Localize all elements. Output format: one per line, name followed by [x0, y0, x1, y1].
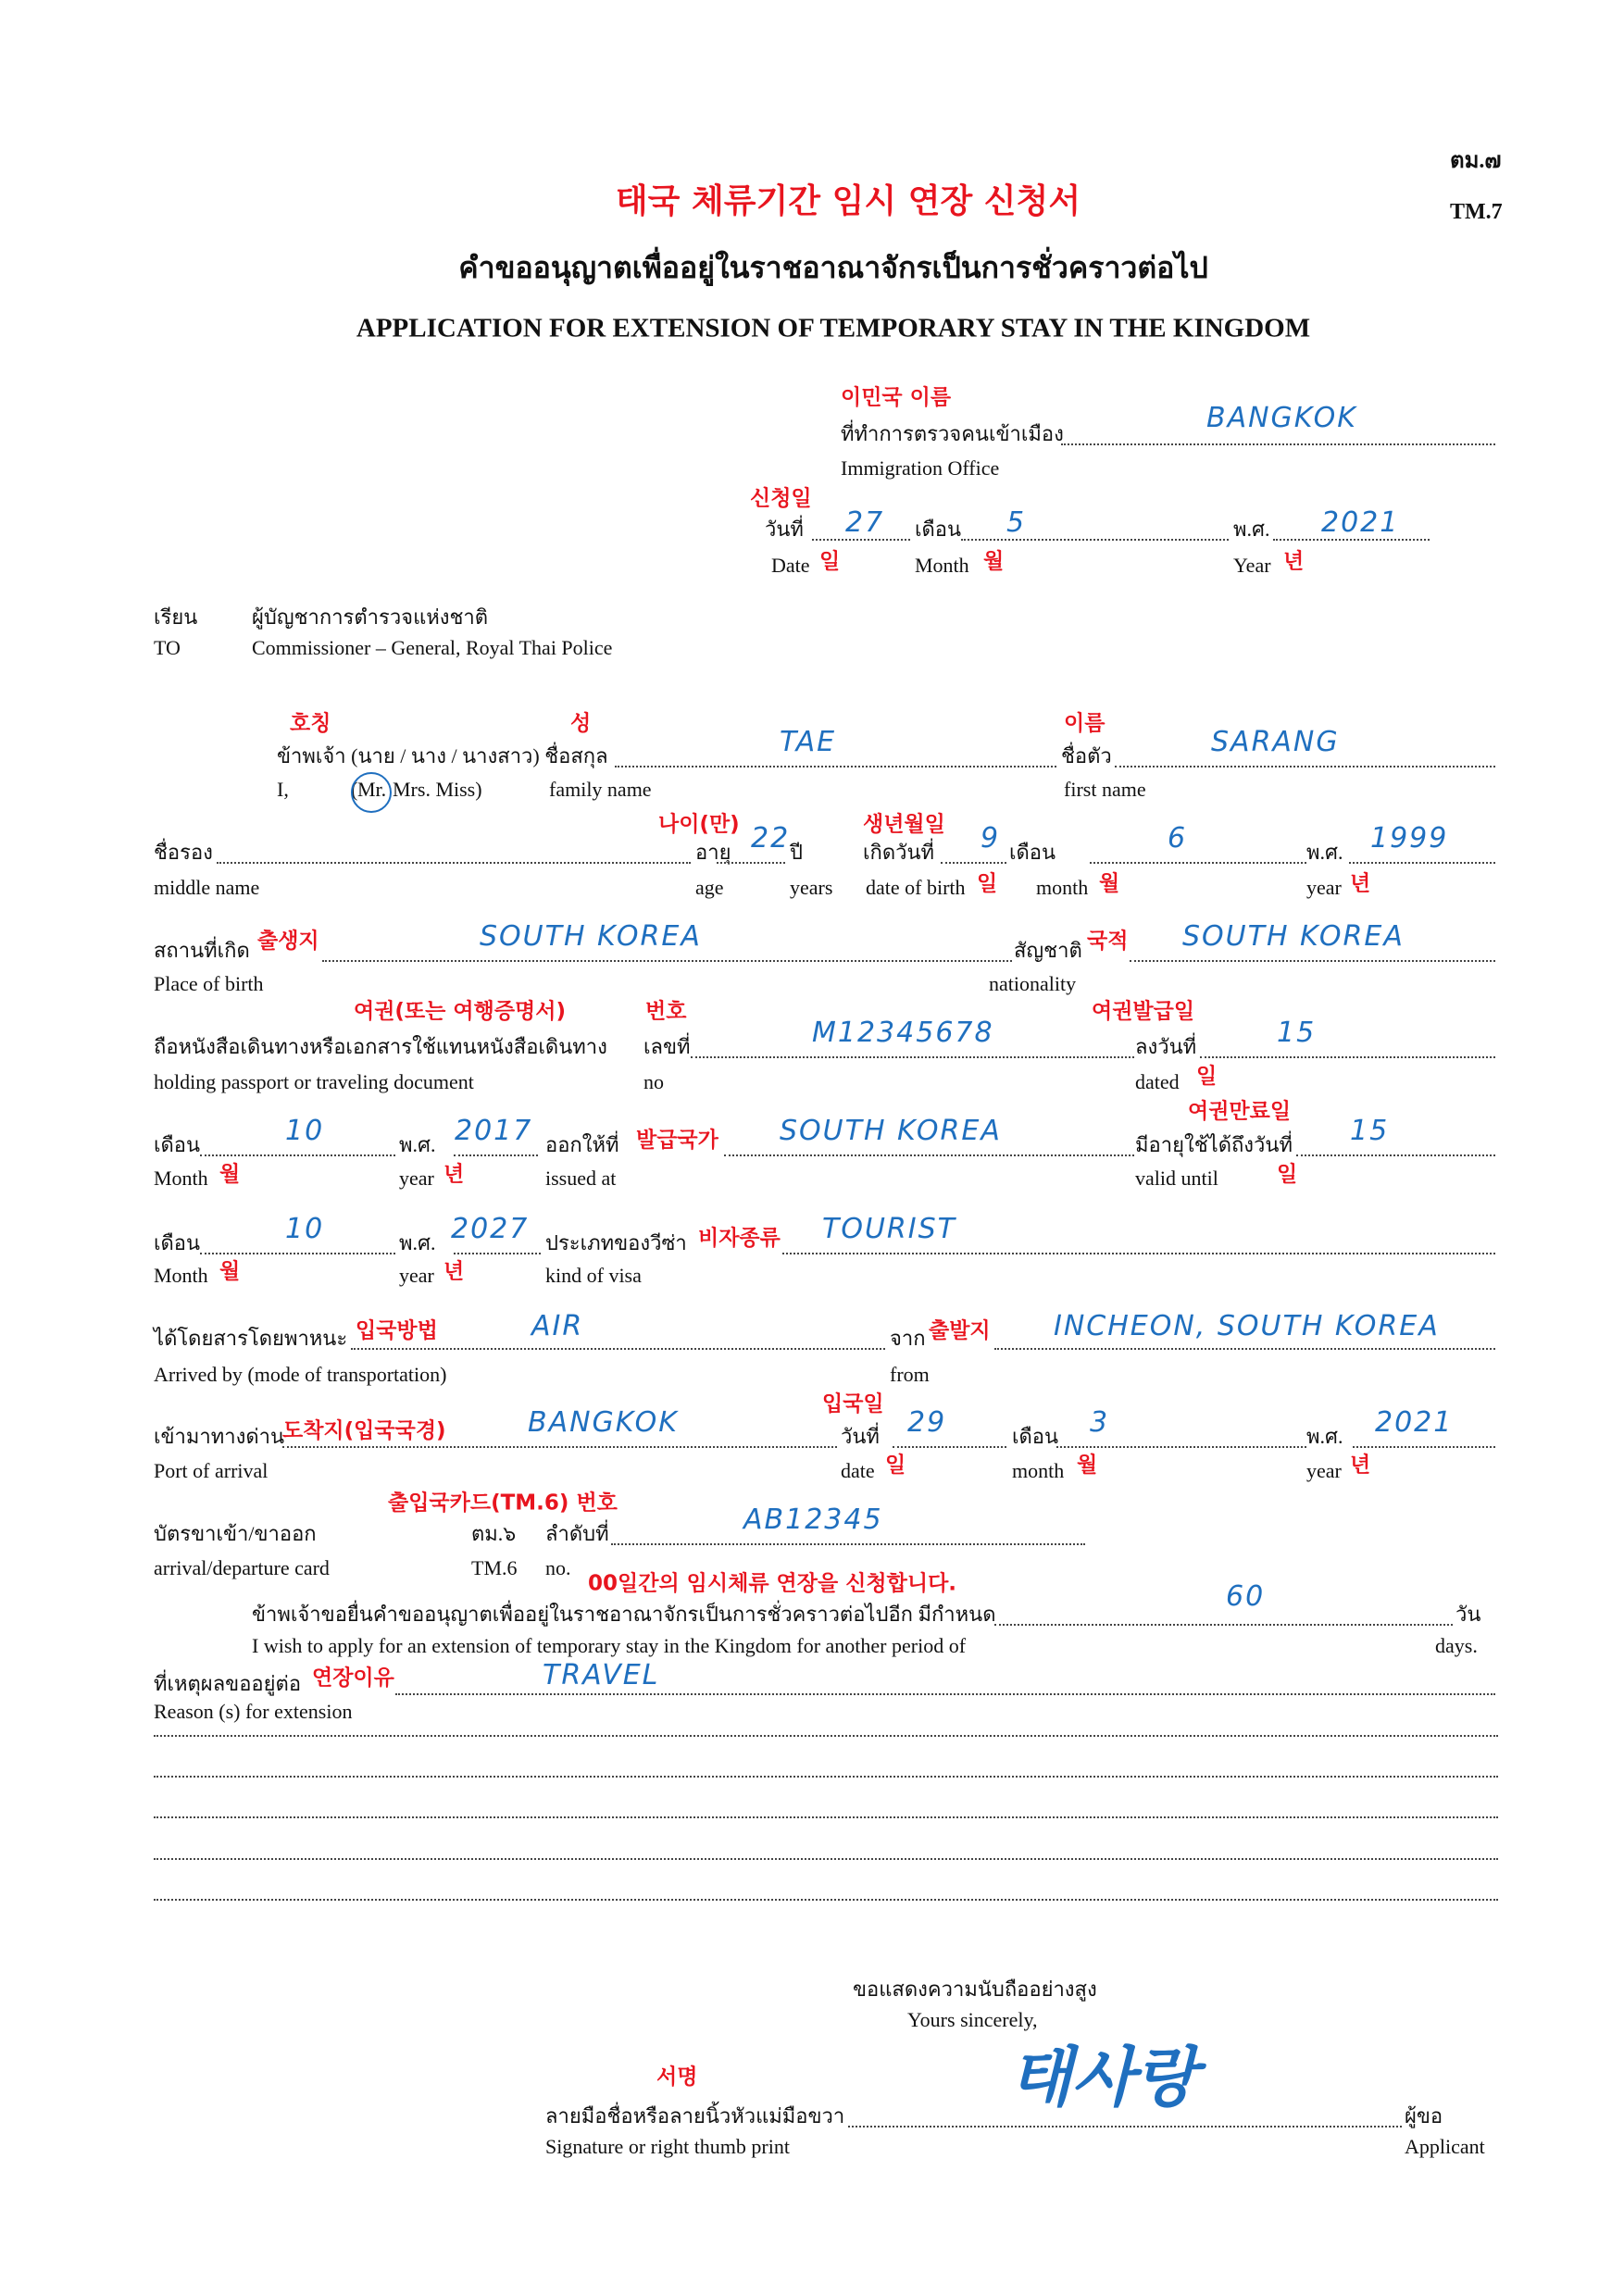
date-month-en: Month	[915, 554, 969, 577]
office-value: BANGKOK	[1206, 402, 1357, 434]
port-label-kr: 도착지(입국국경)	[282, 1418, 446, 1443]
dob-year-field[interactable]	[1349, 862, 1495, 864]
expiry-year-label-th: พ.ศ.	[399, 1231, 436, 1254]
port-label-th: เข้ามาทางด่าน	[154, 1425, 285, 1448]
arrived-by-label-th: ได้โดยสารโดยพาหนะ	[154, 1327, 348, 1350]
title-options-rest: Mrs. Miss)	[393, 778, 482, 801]
office-label-th: ที่ทำการตรวจคนเข้าเมือง	[841, 422, 1064, 445]
office-label-kr: 이민국 이름	[841, 385, 952, 410]
passport-dated-label-en: dated	[1135, 1070, 1180, 1093]
date-label-kr: 신청일	[750, 486, 812, 511]
dob-month-value: 6	[1168, 822, 1188, 855]
passport-issue-day-field[interactable]	[1200, 1056, 1495, 1058]
date-year-kr: 년	[1283, 549, 1305, 574]
expiry-month-label-th: เดือน	[154, 1231, 201, 1254]
family-name-label-en: family name	[549, 778, 652, 801]
valid-until-label-kr: 여권만료일	[1188, 1099, 1292, 1124]
reason-label-kr: 연장이유	[312, 1666, 394, 1691]
expiry-year-value: 2027	[451, 1213, 530, 1245]
reason-extra-line[interactable]	[154, 1858, 1498, 1860]
issued-at-label-en: issued at	[545, 1167, 617, 1190]
title-label-kr: 호칭	[290, 711, 331, 736]
to-value-en: Commissioner – General, Royal Thai Police	[252, 636, 613, 659]
title-th: คำขออนุญาตเพื่ออยู่ในราชอาณาจักรเป็นการชั่วคราวต่อไป	[458, 251, 1208, 284]
entry-year-label-en: year	[1306, 1459, 1342, 1482]
entry-day-value: 29	[907, 1406, 947, 1439]
title-kr: 태국 체류기간 임시 연장 신청서	[615, 182, 1081, 220]
expiry-year-kr: 년	[443, 1259, 465, 1284]
reason-field[interactable]	[395, 1693, 1495, 1695]
nationality-label-th: สัญชาติ	[1014, 939, 1082, 962]
to-label-th: เรียน	[154, 605, 198, 629]
dob-label-th: เกิดวันที่	[863, 841, 935, 864]
signature-label-th: ลายมือชื่อหรือลายนิ้วหัวแม่มือขวา	[545, 2104, 845, 2128]
entry-year-label-th: พ.ศ.	[1306, 1425, 1343, 1448]
days-label-th: วัน	[1455, 1603, 1481, 1626]
family-label-kr: 성	[570, 711, 592, 736]
form-number-th: ตม.๗	[1450, 149, 1502, 173]
issued-at-value: SOUTH KOREA	[780, 1115, 1002, 1147]
visa-type-label-kr: 비자종류	[698, 1226, 781, 1251]
passport-number-value: M12345678	[812, 1017, 994, 1049]
entry-day-label-th: วันที่	[841, 1425, 880, 1448]
port-value: BANGKOK	[528, 1406, 679, 1439]
passport-dated-label-th: ลงวันที่	[1135, 1035, 1197, 1058]
office-label-en: Immigration Office	[841, 456, 1000, 480]
date-year-en: Year	[1233, 554, 1271, 577]
passport-issue-day-value: 15	[1277, 1017, 1317, 1049]
years-label-th: ปี	[790, 841, 803, 864]
dob-month-label-en: month	[1036, 876, 1089, 899]
port-field[interactable]	[282, 1446, 837, 1448]
card-no-label-th: ลำดับที่	[545, 1522, 609, 1545]
issue-year-label-en: year	[399, 1167, 434, 1190]
first-name-field[interactable]	[1115, 766, 1495, 767]
valid-until-value: 15	[1350, 1115, 1390, 1147]
date-month-th: เดือน	[915, 518, 962, 541]
dob-year-label-th: พ.ศ.	[1306, 841, 1343, 864]
arrived-by-field[interactable]	[351, 1348, 885, 1350]
date-month-value: 5	[1006, 506, 1027, 539]
visa-type-value: TOURIST	[822, 1213, 956, 1245]
issued-at-field[interactable]	[724, 1154, 1134, 1156]
valid-until-day-kr: 일	[1277, 1162, 1298, 1187]
issued-at-label-th: ออกให้ที่	[545, 1133, 619, 1156]
card-label-kr: 출입국카드(TM.6) 번호	[388, 1491, 618, 1516]
title-en: APPLICATION FOR EXTENSION OF TEMPORARY STAY IN THE KINGDOM	[356, 313, 1311, 343]
title-option-mr[interactable]: Mr.	[357, 778, 387, 801]
dob-month-field[interactable]	[1090, 862, 1306, 864]
card-number-field[interactable]	[611, 1543, 1085, 1545]
expiry-year-field[interactable]	[454, 1253, 541, 1254]
dob-year-label-en: year	[1306, 876, 1342, 899]
middle-name-label-th: ชื่อรอง	[154, 841, 213, 864]
passport-no-label-th: เลขที่	[643, 1035, 691, 1058]
date-year-th: พ.ศ.	[1233, 518, 1270, 541]
date-year-field[interactable]	[1273, 539, 1430, 541]
family-name-field[interactable]	[615, 766, 1056, 767]
from-field[interactable]	[994, 1348, 1495, 1350]
passport-no-label-en: no	[643, 1070, 664, 1093]
passport-issue-label-kr: 여권발급일	[1092, 999, 1195, 1024]
reason-extra-line[interactable]	[154, 1776, 1498, 1778]
reason-extra-line[interactable]	[154, 1816, 1498, 1818]
card-label-th: บัตรขาเข้า/ขาออก	[154, 1522, 317, 1545]
entry-day-label-en: date	[841, 1459, 875, 1482]
closing-en: Yours sincerely,	[907, 2008, 1038, 2031]
entry-month-kr: 월	[1077, 1453, 1098, 1478]
valid-until-field[interactable]	[1296, 1154, 1495, 1156]
i-label-en: I,	[277, 778, 289, 801]
birthplace-label-en: Place of birth	[154, 972, 264, 995]
arrived-by-label-en: Arrived by (mode of transportation)	[154, 1363, 447, 1386]
passport-number-field[interactable]	[691, 1056, 1134, 1058]
valid-until-label-en: valid until	[1135, 1167, 1218, 1190]
office-field[interactable]	[1061, 443, 1495, 445]
issue-month-value: 10	[285, 1115, 325, 1147]
issued-at-label-kr: 발급국가	[636, 1128, 718, 1153]
date-day-value: 27	[845, 506, 885, 539]
expiry-year-label-en: year	[399, 1264, 434, 1287]
age-label-kr: 나이(만)	[658, 812, 740, 837]
selected-title-circle	[351, 772, 392, 813]
date-day-kr: 일	[819, 549, 841, 574]
entry-month-label-en: month	[1012, 1459, 1065, 1482]
days-label-en: days.	[1435, 1634, 1478, 1657]
passport-label-en: holding passport or traveling document	[154, 1070, 474, 1093]
port-label-en: Port of arrival	[154, 1459, 269, 1482]
date-day-field[interactable]	[812, 539, 910, 541]
request-label-th: ข้าพเจ้าขอยื่นคำขออนุญาตเพื่ออยู่ในราชอาณาจักรเป็นการชั่วคราวต่อไปอีก มีกำหนด	[252, 1603, 996, 1626]
card-tm6-th: ตม.๖	[471, 1522, 517, 1545]
from-label-th: จาก	[890, 1327, 926, 1350]
passport-no-label-kr: 번호	[645, 999, 687, 1024]
entry-year-value: 2021	[1375, 1406, 1454, 1439]
request-label-kr: 00일간의 임시체류 연장을 신청합니다.	[588, 1571, 957, 1596]
issue-year-value: 2017	[455, 1115, 533, 1147]
reason-extra-line[interactable]	[154, 1899, 1498, 1901]
nationality-value: SOUTH KOREA	[1182, 920, 1405, 953]
entry-year-kr: 년	[1350, 1453, 1371, 1478]
name-label-th: ข้าพเจ้า (นาย / นาง / นางสาว) ชื่อสกุล	[277, 744, 608, 767]
date-day-th: วันที่	[765, 518, 804, 541]
first-name-label-en: first name	[1064, 778, 1146, 801]
valid-until-label-th: มีอายุใช้ได้ถึงวันที่	[1135, 1133, 1293, 1156]
nationality-label-en: nationality	[989, 972, 1077, 995]
dob-day-kr: 일	[977, 871, 998, 896]
card-tm6-en: TM.6	[471, 1556, 518, 1579]
to-label-en: TO	[154, 636, 181, 659]
title-open-paren: (	[351, 778, 358, 801]
first-name-label-th: ชื่อตัว	[1061, 744, 1112, 767]
date-year-value: 2021	[1321, 506, 1400, 539]
age-label-th: อายุ	[695, 841, 731, 864]
issue-month-field[interactable]	[200, 1154, 395, 1156]
extension-days-field[interactable]	[994, 1624, 1453, 1626]
form-number-en: TM.7	[1450, 200, 1503, 224]
dob-label-kr: 생년월일	[863, 812, 945, 837]
issue-month-kr: 월	[219, 1162, 241, 1187]
visa-type-label-th: ประเภทของวีซ่า	[545, 1231, 687, 1254]
reason-extra-line[interactable]	[154, 1735, 1498, 1737]
visa-type-field[interactable]	[782, 1253, 1495, 1254]
applicant-label-th: ผู้ขอ	[1405, 2104, 1443, 2128]
expiry-month-value: 10	[285, 1213, 325, 1245]
middle-name-field[interactable]	[217, 862, 691, 864]
age-label-en: age	[695, 876, 724, 899]
card-number-value: AB12345	[743, 1504, 883, 1536]
middle-name-label-en: middle name	[154, 876, 260, 899]
dob-month-kr: 월	[1099, 871, 1120, 896]
issue-month-label-th: เดือน	[154, 1133, 201, 1156]
entry-year-field[interactable]	[1353, 1446, 1495, 1448]
birthplace-label-th: สถานที่เกิด	[154, 939, 250, 962]
years-label-en: years	[790, 876, 833, 899]
entry-day-kr: 일	[885, 1453, 906, 1478]
entry-month-label-th: เดือน	[1012, 1425, 1059, 1448]
first-name-value: SARANG	[1211, 726, 1340, 758]
expiry-month-label-en: Month	[154, 1264, 208, 1287]
dob-label-en: date of birth	[866, 876, 966, 899]
extension-days-value: 60	[1226, 1580, 1266, 1613]
passport-label-th: ถือหนังสือเดินทางหรือเอกสารใช้แทนหนังสือเดินทาง	[154, 1035, 607, 1058]
issue-month-label-en: Month	[154, 1167, 208, 1190]
date-month-kr: 월	[983, 549, 1005, 574]
birthplace-value: SOUTH KOREA	[480, 920, 702, 953]
nationality-field[interactable]	[1130, 960, 1495, 962]
request-label-en: I wish to apply for an extension of temporary stay in the Kingdom for another period of	[252, 1634, 967, 1657]
expiry-month-kr: 월	[219, 1259, 241, 1284]
from-value: INCHEON, SOUTH KOREA	[1054, 1310, 1440, 1342]
reason-label-en: Reason (s) for extension	[154, 1700, 353, 1723]
dob-month-label-th: เดือน	[1009, 841, 1056, 864]
nationality-label-kr: 국적	[1087, 929, 1129, 954]
dob-day-field[interactable]	[941, 862, 1006, 864]
issue-year-kr: 년	[443, 1162, 465, 1187]
entry-day-field[interactable]	[893, 1446, 1006, 1448]
age-value: 22	[751, 822, 791, 855]
entry-month-field[interactable]	[1056, 1446, 1306, 1448]
entry-month-value: 3	[1090, 1406, 1110, 1439]
signature-label-kr: 서명	[656, 2065, 698, 2090]
birthplace-field[interactable]	[322, 960, 1012, 962]
dob-day-value: 9	[981, 822, 1001, 855]
family-name-value: TAE	[780, 726, 837, 758]
arrived-by-label-kr: 입국방법	[356, 1318, 438, 1343]
reason-label-th: ที่เหตุผลขออยู่ต่อ	[154, 1672, 302, 1695]
arrived-by-value: AIR	[531, 1310, 584, 1342]
card-no-label-en: no.	[545, 1556, 571, 1579]
expiry-month-field[interactable]	[200, 1253, 395, 1254]
passport-label-kr: 여권(또는 여행증명서)	[354, 999, 566, 1024]
issue-year-field[interactable]	[454, 1154, 538, 1156]
entry-date-label-kr: 입국일	[822, 1391, 884, 1416]
card-label-en: arrival/departure card	[154, 1556, 330, 1579]
reason-value: TRAVEL	[543, 1659, 660, 1691]
applicant-signature: 태사랑	[1009, 2040, 1197, 2115]
from-label-kr: 출발지	[929, 1318, 991, 1343]
to-value-th: ผู้บัญชาการตำรวจแห่งชาติ	[252, 605, 489, 629]
closing-th: ขอแสดงความนับถืออย่างสูง	[853, 1978, 1097, 2001]
from-label-en: from	[890, 1363, 930, 1386]
birthplace-label-kr: 출생지	[257, 929, 319, 954]
dob-year-value: 1999	[1370, 822, 1449, 855]
passport-dated-kr: 일	[1196, 1064, 1218, 1089]
visa-type-label-en: kind of visa	[545, 1264, 642, 1287]
age-field[interactable]	[717, 862, 785, 864]
date-month-field[interactable]	[961, 539, 1229, 541]
signature-label-en: Signature or right thumb print	[545, 2135, 790, 2158]
date-day-en: Date	[771, 554, 810, 577]
issue-year-label-th: พ.ศ.	[399, 1133, 436, 1156]
signature-field[interactable]	[848, 2126, 1402, 2128]
first-name-label-kr: 이름	[1064, 711, 1106, 736]
applicant-label-en: Applicant	[1405, 2135, 1485, 2158]
dob-year-kr: 년	[1350, 871, 1371, 896]
